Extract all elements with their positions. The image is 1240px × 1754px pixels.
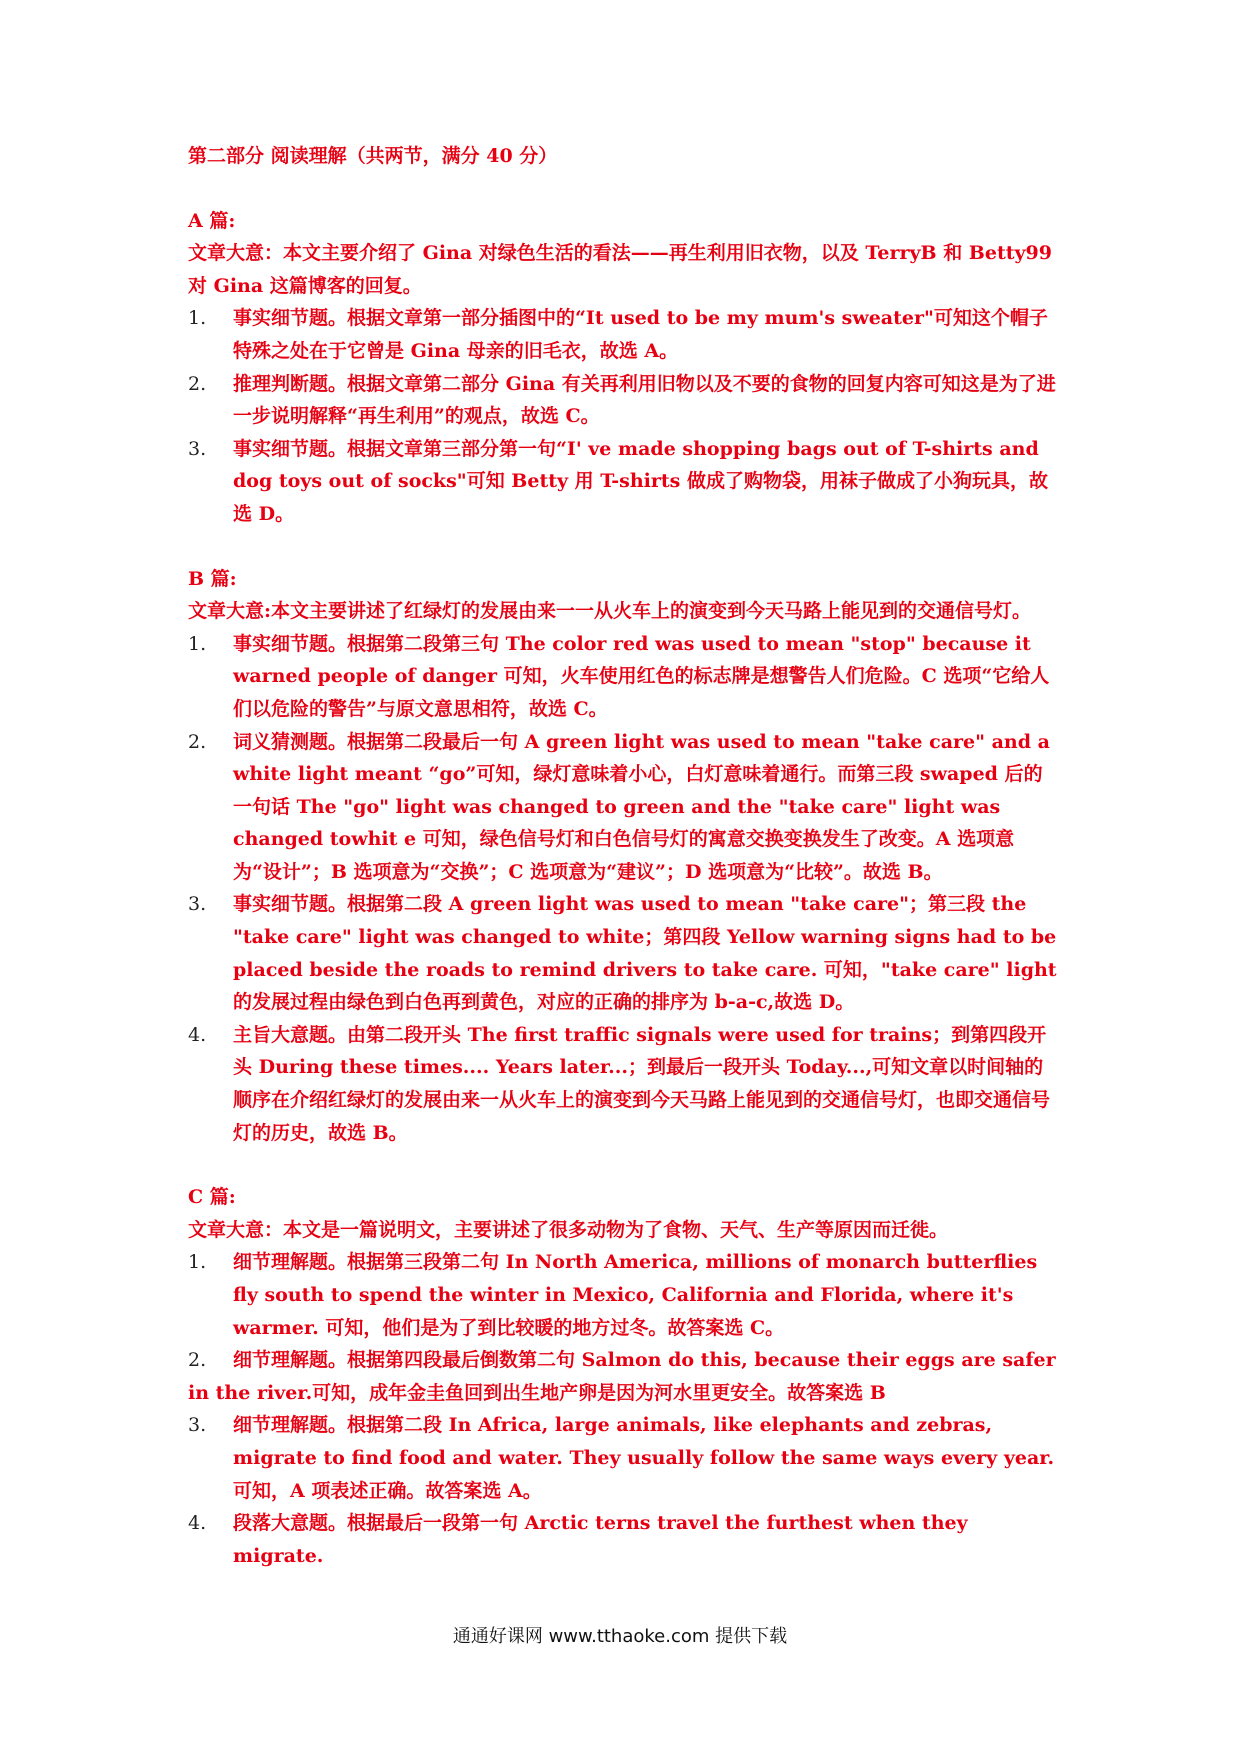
section-b-label: B 篇: [188, 567, 237, 590]
item-text: 细节理解题。根据第四段最后倒数第二句 Salmon do this, because their eggs are safer in the river.可知，成年金圭鱼回到出生地产卵是因为河水里更安全。故答案选 B [188, 1349, 1056, 1404]
answer-item [188, 888, 1060, 1018]
item-number: 2. [188, 372, 207, 395]
item-number: 3. [188, 437, 207, 460]
item-number: 3. [188, 1414, 207, 1437]
part-title-block [188, 140, 1060, 173]
section-b [188, 563, 1060, 1150]
section-c [188, 1181, 1060, 1572]
item-number: 2. [188, 730, 207, 753]
part-title: 第二部分 阅读理解（共两节，满分 40 分） [188, 145, 558, 167]
item-text: 词义猜测题。根据第二段最后一句 A green light was used to mean "take care" and a white light meant “go”可知，绿灯意味着小心，白灯意味着通行。而第三段 swaped 后的一句话 The "go" light was changed to green and the "take care" light was changed towhit e 可知，绿色信号灯和白色信号灯的寓意交换变换发生了改变。A 选项意为“设计”；B 选项意为“交换”；C 选项意为“建议”；D 选项意为“比较”。故选 B。 [233, 730, 1050, 883]
section-a [188, 205, 1060, 531]
item-text: 事实细节题。根据第二段第三句 The color red was used to mean "stop" because it warned people of danger 可知，火车使用红色的标志牌是想警告人们危险。C 选项“它给人们以危险的警告”与原文意思相符，故选 C。 [233, 632, 1050, 720]
section-a-answers [188, 302, 1060, 530]
section-c-summary: 文章大意：本文是一篇说明文，主要讲述了很多动物为了食物、天气、生产等原因而迁徙。 [188, 1218, 949, 1241]
item-text: 细节理解题。根据第三段第二句 In North America, millions of monarch butterflies fly south to spend the winter in Mexico, California and Florida, where it's warmer. 可知，他们是为了到比较暖的地方过冬。故答案选 C。 [233, 1251, 1038, 1339]
answer-item [188, 628, 1060, 726]
section-a-label: A 篇: [188, 209, 236, 232]
item-number: 4. [188, 1023, 207, 1046]
item-text: 段落大意题。根据最后一段第一句 Arctic terns travel the furthest when they migrate. [233, 1512, 968, 1567]
answer-item [188, 1344, 1060, 1409]
answer-item [188, 1246, 1060, 1344]
document-body [188, 140, 1060, 1572]
section-c-answers [188, 1246, 1060, 1572]
answer-item [188, 368, 1060, 433]
item-number: 1. [188, 1251, 207, 1274]
answer-item [188, 1019, 1060, 1149]
answer-item [188, 302, 1060, 367]
answer-item [188, 1507, 1060, 1572]
item-number: 3. [188, 893, 207, 916]
item-number: 1. [188, 632, 207, 655]
answer-item [188, 726, 1060, 889]
item-number: 4. [188, 1512, 207, 1535]
section-a-summary: 文章大意：本文主要介绍了 Gina 对绿色生活的看法——再生利用旧衣物，以及 TerryB 和 Betty99 对 Gina 这篇博客的回复。 [188, 242, 1052, 297]
section-c-label: C 篇: [188, 1186, 236, 1209]
item-text: 推理判断题。根据文章第二部分 Gina 有关再利用旧物以及不要的食物的回复内容可知这是为了进一步说明解释“再生利用”的观点，故选 C。 [233, 372, 1056, 428]
item-text: 主旨大意题。由第二段开头 The first traffic signals were used for trains；到第四段开头 During these times.... Years later...；到最后一段开头 Today...,可知文章以时间轴的顺序在介绍红绿灯的发展由来一从火车上的演变到今天马路上能见到的交通信号灯，也即交通信号灯的历史，故选 B。 [233, 1023, 1051, 1144]
item-text: 细节理解题。根据第二段 In Africa, large animals, like elephants and zebras, migrate to find food and water. They usually follow the same ways every year. 可知，A 项表述正确。故答案选 A。 [233, 1414, 1055, 1502]
item-number: 2. [188, 1349, 207, 1372]
item-number: 1. [188, 307, 207, 330]
item-text: 事实细节题。根据第二段 A green light was used to mean "take care"；第三段 the "take care" light was changed to white；第四段 Yellow warning signs had to be placed beside the roads to remind drivers to take care. 可知，"take care" light 的发展过程由绿色到白色再到黄色，对应的正确的排序为 b-a-c,故选 D。 [233, 893, 1057, 1014]
section-b-summary: 文章大意:本文主要讲述了红绿灯的发展由来一一从火车上的演变到今天马路上能见到的交通信号灯。 [188, 600, 1032, 623]
item-text: 事实细节题。根据文章第一部分插图中的“It used to be my mum's sweater"可知这个帽子特殊之处在于它曾是 Gina 母亲的旧毛衣，故选 A。 [233, 307, 1048, 362]
page-footer: 通通好课网 www.tthaoke.com 提供下载 [452, 1626, 788, 1647]
answer-item [188, 433, 1060, 531]
answer-item [188, 1409, 1060, 1507]
item-text: 事实细节题。根据文章第三部分第一句“I' ve made shopping bags out of T-shirts and dog toys out of socks"可知 Betty 用 T-shirts 做成了购物袋，用袜子做成了小狗玩具，故选 D。 [233, 437, 1048, 525]
section-b-answers [188, 628, 1060, 1150]
